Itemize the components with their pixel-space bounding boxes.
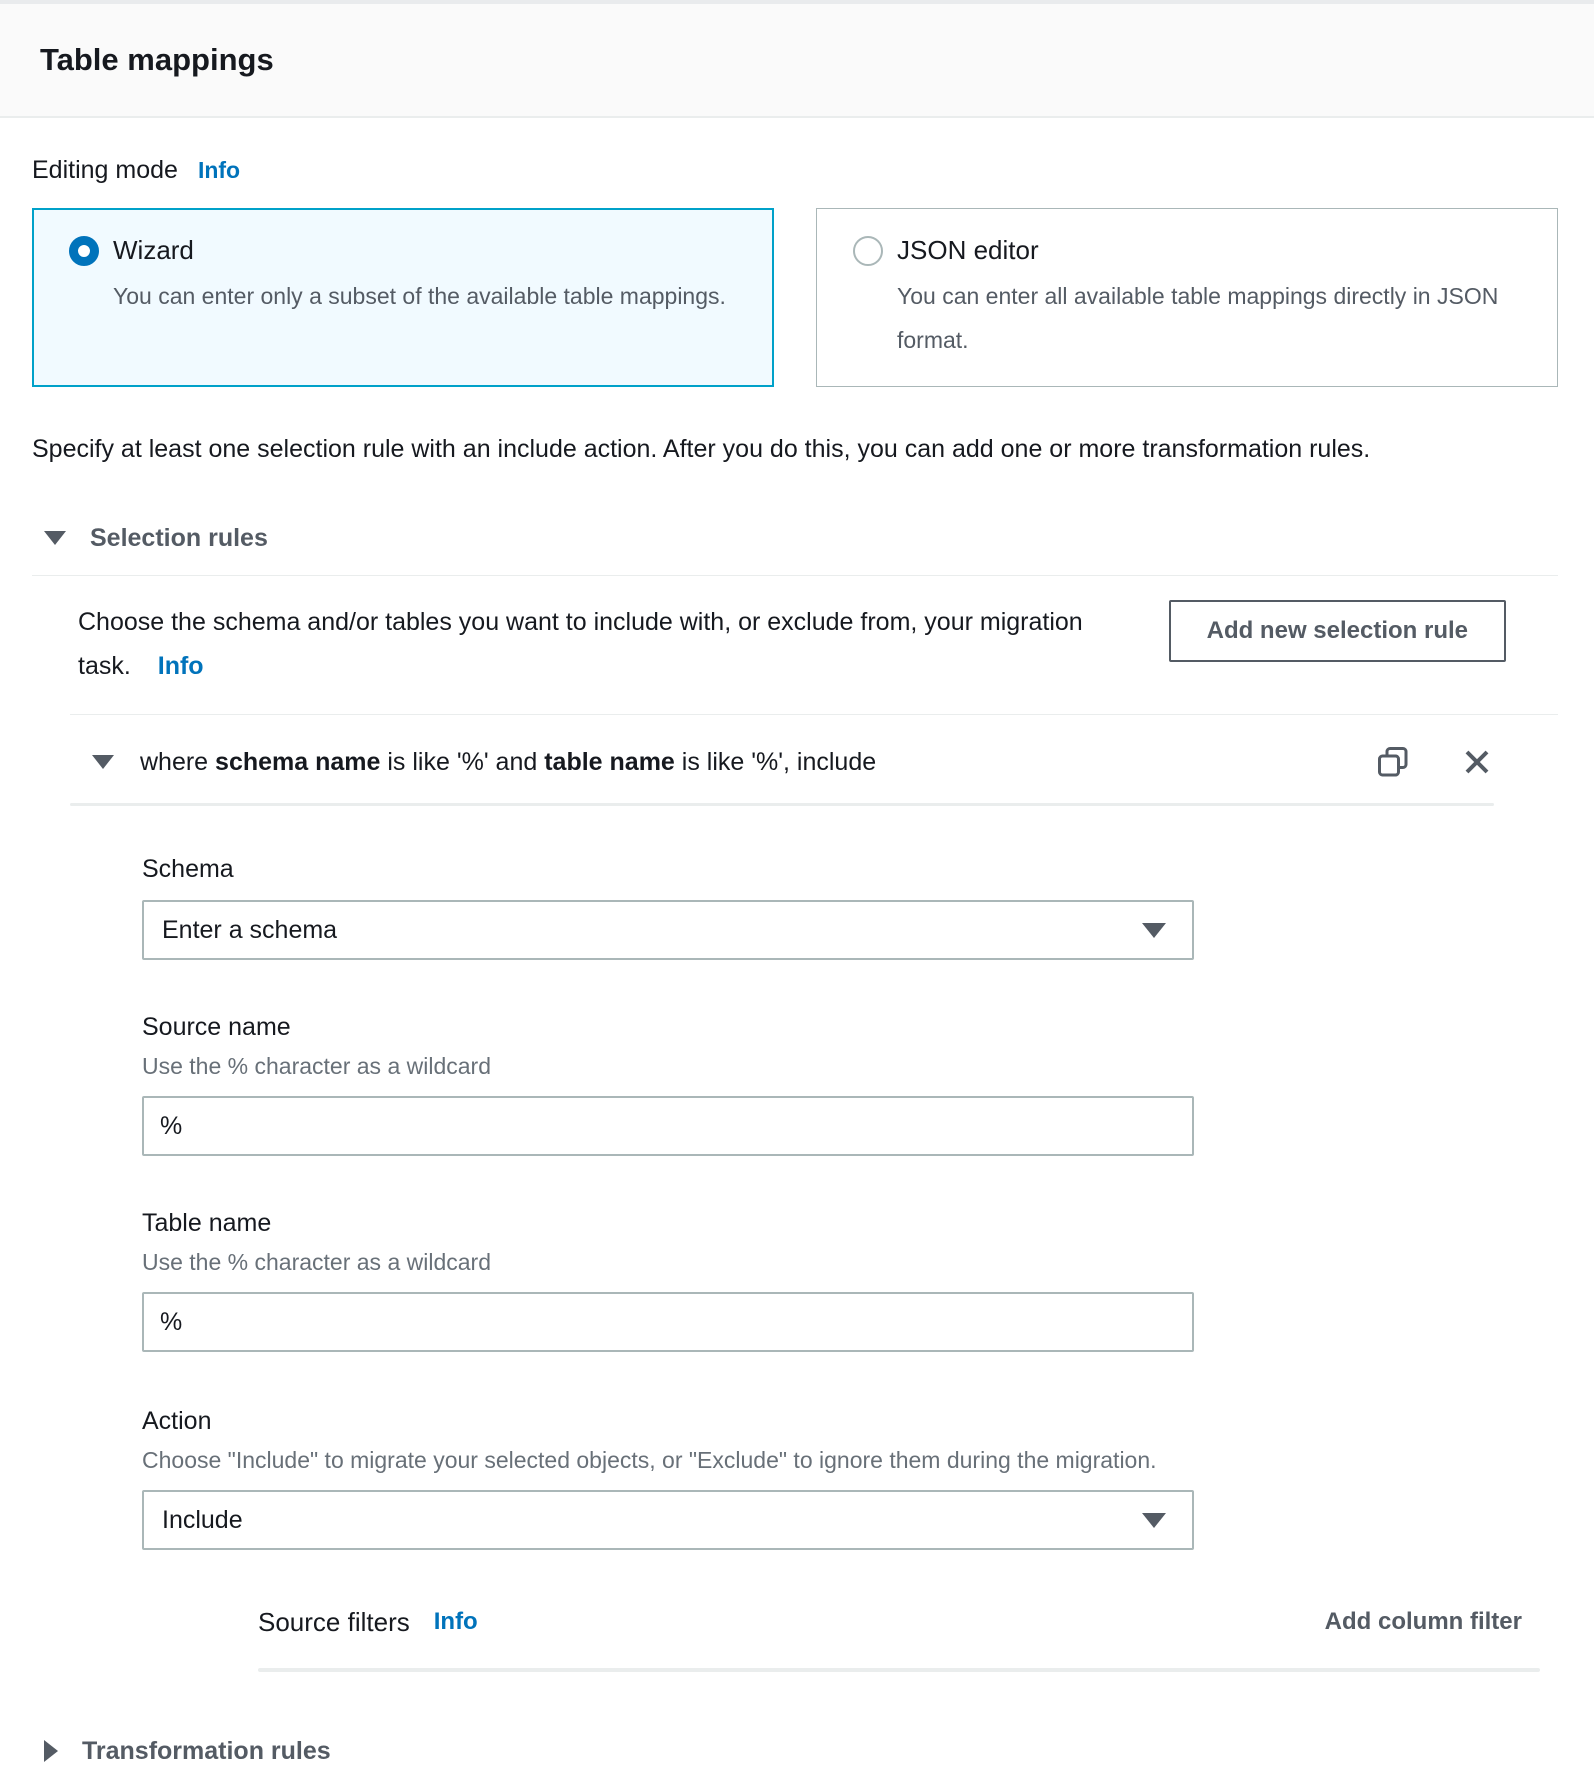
- divider: [258, 1668, 1540, 1672]
- chevron-down-icon: [1142, 1513, 1166, 1528]
- mode-card-wizard[interactable]: [32, 208, 774, 387]
- triangle-down-icon: [44, 531, 66, 545]
- transformation-rules-header[interactable]: [32, 1736, 1558, 1766]
- table-name-input[interactable]: [142, 1292, 1194, 1352]
- json-editor-option-description: You can enter all available table mappings directly in JSON format.: [897, 283, 1499, 353]
- table-name-hint: Use the % character as a wildcard: [142, 1249, 491, 1275]
- editing-mode-label: Editing mode: [32, 156, 178, 184]
- schema-select-value: Enter a schema: [162, 915, 338, 944]
- selection-rule-body: [32, 854, 1558, 1672]
- wizard-option-label: Wizard: [113, 235, 194, 265]
- wizard-option-description: You can enter only a subset of the available table mappings.: [113, 283, 726, 309]
- action-label: Action: [142, 1407, 212, 1435]
- page-title: Table mappings: [40, 42, 274, 77]
- editing-mode-info-link[interactable]: Info: [197, 157, 241, 183]
- source-filters-info-link[interactable]: Info: [433, 1608, 478, 1635]
- chevron-down-icon: [1142, 923, 1166, 938]
- rule-summary-text: where schema name is like '%' and table name is like '%', include: [140, 747, 877, 776]
- source-name-hint: Use the % character as a wildcard: [142, 1053, 491, 1079]
- schema-select[interactable]: [142, 900, 1194, 960]
- remove-rule-button[interactable]: [1462, 747, 1492, 777]
- radio-unselected-icon[interactable]: [853, 236, 883, 266]
- add-column-filter-button[interactable]: Add column filter: [1324, 1608, 1522, 1635]
- schema-label: Schema: [142, 855, 234, 883]
- action-hint: Choose "Include" to migrate your selected objects, or "Exclude" to ignore them during the migration.: [142, 1447, 1157, 1473]
- editing-mode-cards: [32, 208, 1558, 387]
- mode-card-json-editor[interactable]: [816, 208, 1558, 387]
- action-select-value: Include: [162, 1505, 243, 1534]
- panel-content: [0, 156, 1594, 1766]
- source-name-input[interactable]: [142, 1096, 1194, 1156]
- panel-header: [0, 4, 1594, 118]
- triangle-right-icon: [44, 1740, 58, 1762]
- transformation-rules-title: Transformation rules: [82, 1736, 331, 1765]
- selection-rules-header[interactable]: [32, 523, 1558, 553]
- intro-text: Specify at least one selection rule with an include action. After you do this, you can add one or more transformation rules.: [32, 435, 1371, 463]
- radio-selected-icon[interactable]: [69, 236, 99, 266]
- selection-rules-title: Selection rules: [90, 523, 268, 552]
- close-icon: [1462, 747, 1492, 777]
- json-editor-option-label: JSON editor: [897, 235, 1039, 265]
- copy-icon: [1376, 745, 1410, 779]
- table-name-label: Table name: [142, 1209, 272, 1237]
- source-name-label: Source name: [142, 1013, 291, 1041]
- action-select[interactable]: [142, 1490, 1194, 1550]
- triangle-down-icon: [92, 755, 114, 769]
- selection-rules-info-link[interactable]: Info: [157, 652, 204, 680]
- selection-rule-row: [32, 715, 1558, 779]
- add-selection-rule-button[interactable]: Add new selection rule: [1169, 600, 1506, 662]
- rule-expand-toggle[interactable]: [92, 755, 114, 769]
- divider: [32, 575, 1558, 576]
- source-filters-label: Source filters: [258, 1606, 410, 1637]
- selection-rules-description: Choose the schema and/or tables you want to include with, or exclude from, your migration task.: [78, 608, 1083, 680]
- duplicate-rule-button[interactable]: [1376, 745, 1410, 779]
- divider: [70, 803, 1494, 806]
